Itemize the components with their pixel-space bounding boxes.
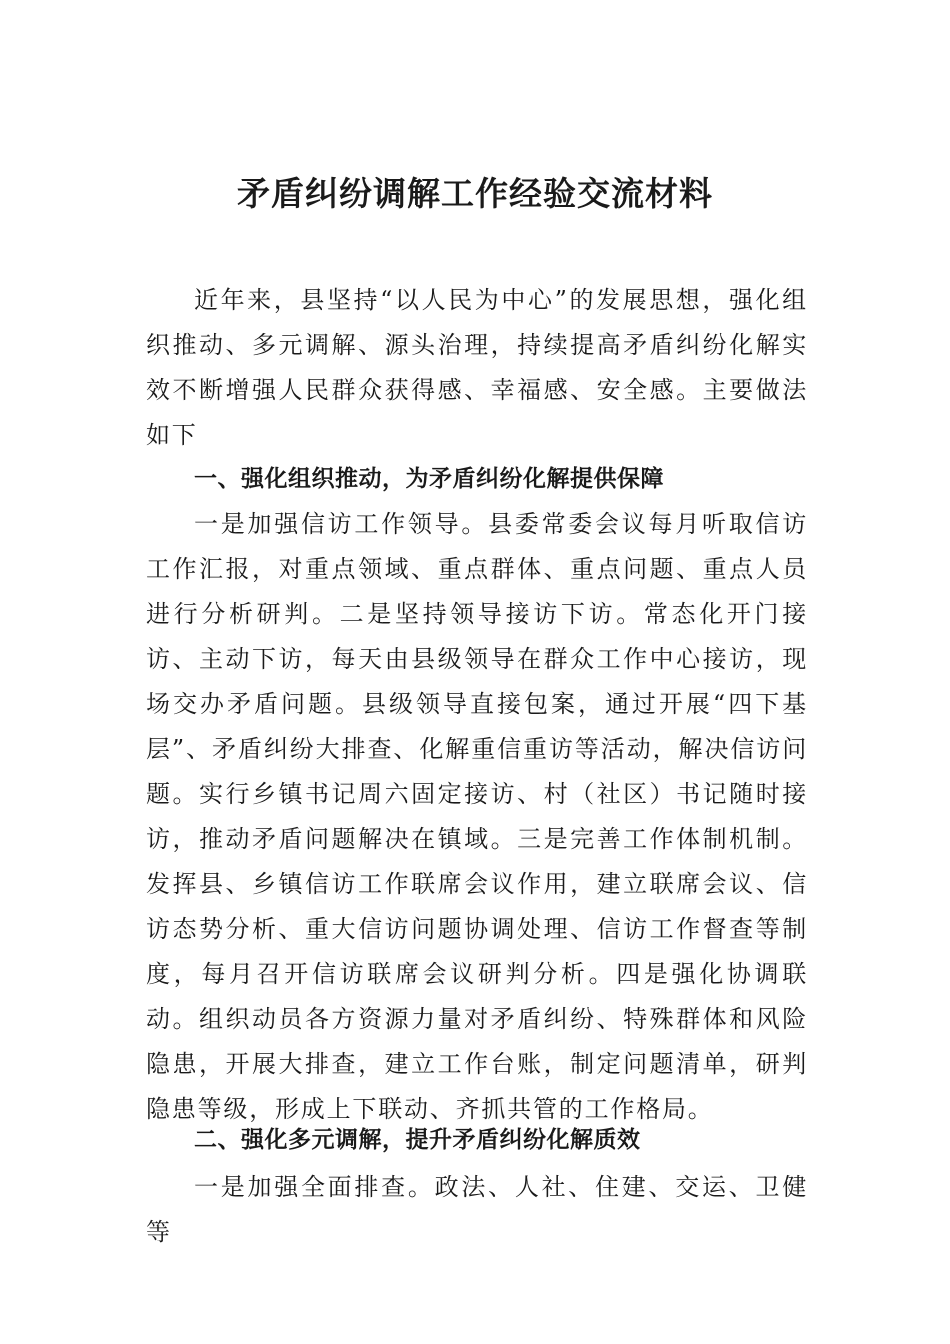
section-1-heading: 一、强化组织推动，为矛盾纠纷化解提供保障 — [194, 466, 664, 492]
section-1-paragraph: 一是加强信访工作领导。县委常委会议每月听取信访工作汇报，对重点领域、重点群体、重点问题、重点人员进行分析研判。二是坚持领导接访下访。常态化开门接访、主动下访，每天由县级领导在群众工作中心接访，现场交办矛盾问题。县级领导直接包案，通过开展“四下基层”、矛盾纠纷大排查、化解重信重访等活动，解决信访问题。实行乡镇书记周六固定接访、村（社区）书记随时接访，推动矛盾问题解决在镇域。三是完善工作体制机制。发挥县、乡镇信访工作联席会议作用，建立联席会议、信访态势分析、重大信访问题协调处理、信访工作督查等制度，每月召开信访联席会议研判分析。四是强化协调联动。组织动员各方资源力量对矛盾纠纷、特殊群体和风险隐患，开展大排查，建立工作台账，制定问题清单，研判隐患等级，形成上下联动、齐抓共管的工作格局。 — [146, 510, 808, 1123]
intro-paragraph: 近年来，县坚持“以人民为中心”的发展思想，强化组织推动、多元调解、源头治理，持续提高矛盾纠纷化解实效不断增强人民群众获得感、幸福感、安全感。主要做法如下 — [146, 286, 808, 449]
section-2-heading: 二、强化多元调解，提升矛盾纠纷化解质效 — [194, 1127, 641, 1153]
document-title: 矛盾纠纷调解工作经验交流材料 — [237, 174, 713, 213]
section-2-paragraph: 一是加强全面排查。政法、人社、住建、交运、卫健等 — [146, 1173, 808, 1246]
